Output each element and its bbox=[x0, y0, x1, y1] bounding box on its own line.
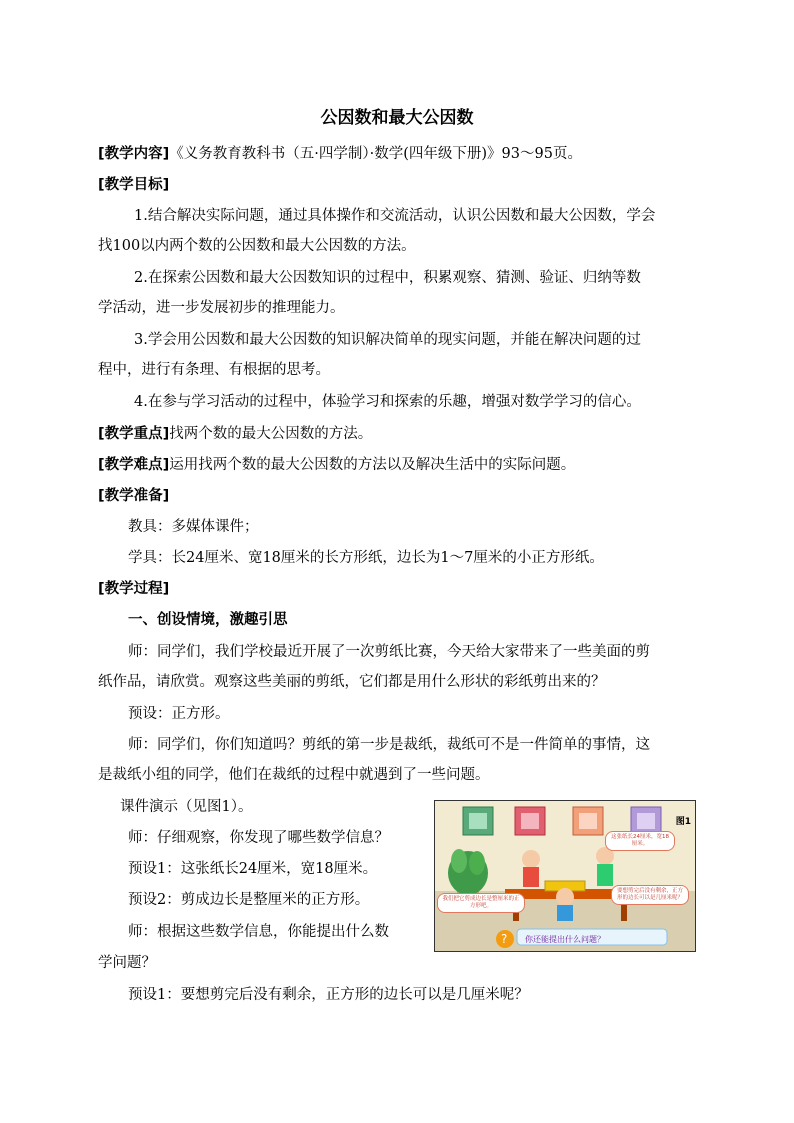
difficulty-text: 运用找两个数的最大公因数的方法以及解决生活中的实际问题。 bbox=[169, 457, 576, 473]
process-p5: 师：仔细观察，你发现了哪些数学信息？ bbox=[128, 830, 389, 846]
teaching-content-text: 《义务教育教科书（五·四学制）·数学(四年级下册)》93～95页。 bbox=[169, 146, 582, 162]
goal-1-line-1: 1.结合解决实际问题，通过具体操作和交流活动，认识公因数和最大公因数，学会 bbox=[134, 208, 656, 224]
goal-2-line-2: 学活动，进一步发展初步的推理能力。 bbox=[98, 300, 345, 316]
difficulty-label: [教学难点] bbox=[98, 457, 170, 473]
process-p4: 课件演示（见图1）。 bbox=[120, 799, 253, 815]
process-p1-line-2: 纸作品，请欣赏。观察这些美丽的剪纸，它们都是用什么形状的彩纸剪出来的？ bbox=[98, 674, 606, 690]
key-point-text: 找两个数的最大公因数的方法。 bbox=[169, 426, 373, 442]
process-p9: 预设1：要想剪完后没有剩余，正方形的边长可以是几厘米呢？ bbox=[128, 987, 529, 1003]
process-label: [教学过程] bbox=[98, 581, 170, 597]
section-1-heading: 一、创设情境，激趣引思 bbox=[128, 612, 288, 628]
process-p2: 预设：正方形。 bbox=[128, 706, 230, 722]
goal-4: 4.在参与学习活动的过程中，体验学习和探索的乐趣，增强对数学学习的信心。 bbox=[134, 394, 641, 410]
process-p3-line-1: 师：同学们，你们知道吗？剪纸的第一步是裁纸，裁纸可不是一件简单的事情，这 bbox=[128, 737, 650, 753]
process-p1-line-1: 师：同学们，我们学校最近开展了一次剪纸比赛，今天给大家带来了一些美面的剪 bbox=[128, 644, 650, 660]
process-p7: 预设2：剪成边长是整厘米的正方形。 bbox=[128, 892, 370, 908]
classroom-scene bbox=[435, 801, 695, 951]
page-title: 公因数和最大公因数 bbox=[320, 108, 474, 128]
key-point-label: [教学重点] bbox=[98, 426, 170, 442]
speech-bubble-top: 这张纸长24厘米，宽18厘米。 bbox=[605, 831, 675, 851]
teaching-content-label: [教学内容] bbox=[98, 146, 170, 162]
process-p8-line-1: 师：根据这些数学信息，你能提出什么数 bbox=[128, 924, 389, 940]
figure-label: 图1 bbox=[675, 817, 691, 827]
goal-2-line-1: 2.在探索公因数和最大公因数知识的过程中，积累观察、猜测、验证、归纳等数 bbox=[134, 270, 641, 286]
teacher-tools: 教具：多媒体课件； bbox=[128, 519, 259, 535]
speech-bubble-left: 我们把它剪成边长是整厘米的正方形吧。 bbox=[437, 893, 525, 913]
process-p8-line-2: 学问题？ bbox=[98, 955, 156, 971]
process-p6: 预设1：这张纸长24厘米，宽18厘米。 bbox=[128, 861, 378, 877]
student-tools: 学具：长24厘米、宽18厘米的长方形纸，边长为1～7厘米的小正方形纸。 bbox=[128, 550, 604, 566]
teaching-goals-label: [教学目标] bbox=[98, 177, 170, 193]
figure-question: 你还能提出什么问题？ bbox=[525, 935, 605, 944]
goal-3-line-1: 3.学会用公因数和最大公因数的知识解决简单的现实问题，并能在解决问题的过 bbox=[134, 332, 641, 348]
difficulty-line bbox=[98, 455, 698, 475]
key-point-line bbox=[98, 424, 698, 444]
figure-1-illustration bbox=[434, 800, 696, 952]
svg-text:?: ? bbox=[501, 932, 508, 946]
goal-3-line-2: 程中，进行有条理、有根据的思考。 bbox=[98, 362, 330, 378]
process-p3-line-2: 是裁纸小组的同学，他们在裁纸的过程中就遇到了一些问题。 bbox=[98, 767, 490, 783]
goal-1-line-2: 找100以内两个数的公因数和最大公因数的方法。 bbox=[98, 238, 416, 254]
question-mark-icon bbox=[496, 930, 514, 948]
preparation-label: [教学准备] bbox=[98, 488, 170, 504]
speech-bubble-right: 要想剪完后没有剩余，正方形的边长可以是几厘米呢？ bbox=[611, 885, 689, 905]
teaching-content-line bbox=[98, 144, 698, 164]
